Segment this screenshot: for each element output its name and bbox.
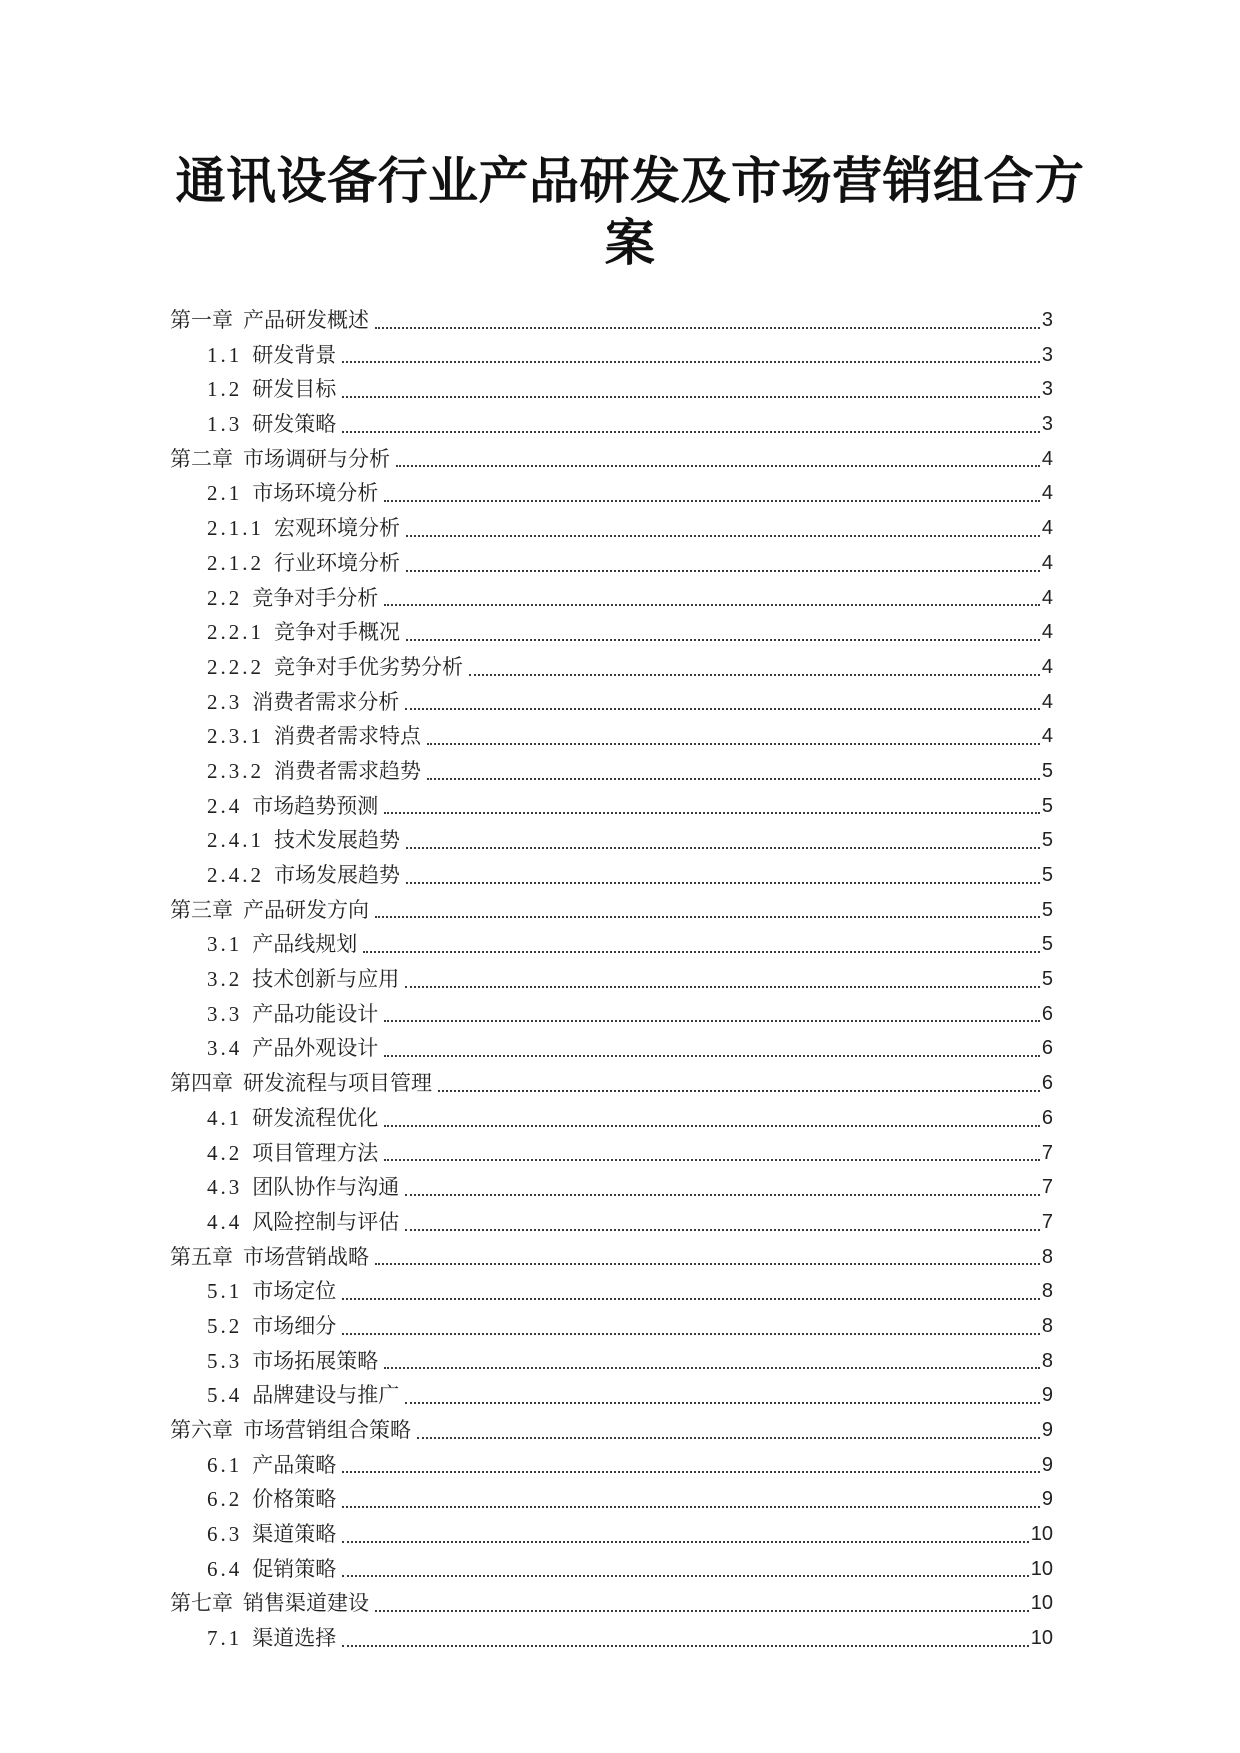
toc-dot-leader bbox=[432, 1066, 1042, 1101]
toc-entry-title: 产品策略 bbox=[252, 1452, 337, 1477]
toc-entry[interactable] bbox=[170, 962, 1053, 997]
toc-entry[interactable] bbox=[170, 1413, 1053, 1448]
toc-entry-number: 4.4 bbox=[207, 1209, 243, 1234]
toc-entry-page: 10 bbox=[1030, 1592, 1053, 1615]
toc-entry-page: 9 bbox=[1041, 1384, 1053, 1407]
toc-dot-leader bbox=[399, 1205, 1042, 1240]
toc-entry[interactable] bbox=[170, 893, 1053, 928]
toc-entry[interactable] bbox=[170, 927, 1053, 962]
toc-entry-number: 2.3 bbox=[207, 689, 243, 714]
toc-entry-title: 产品研发方向 bbox=[243, 897, 369, 922]
toc-entry-title: 宏观环境分析 bbox=[274, 516, 400, 541]
toc-dot-leader bbox=[400, 615, 1042, 650]
toc-entry-title: 消费者需求特点 bbox=[274, 724, 421, 749]
toc-entry-title: 市场拓展策略 bbox=[252, 1348, 379, 1373]
toc-entry[interactable] bbox=[170, 1378, 1053, 1413]
toc-entry-page: 4 bbox=[1041, 447, 1053, 470]
toc-entry-number: 2.3.1 bbox=[207, 724, 264, 749]
toc-dot-leader bbox=[369, 303, 1042, 338]
toc-dot-leader bbox=[336, 1621, 1031, 1656]
toc-entry-number: 3.1 bbox=[207, 932, 243, 957]
toc-dot-leader bbox=[378, 581, 1042, 616]
toc-dot-leader bbox=[369, 1586, 1031, 1621]
toc-entry-number: 6.3 bbox=[207, 1522, 243, 1547]
toc-entry[interactable] bbox=[170, 338, 1053, 373]
toc-entry-page: 5 bbox=[1041, 794, 1053, 817]
toc-entry-title: 消费者需求分析 bbox=[252, 689, 400, 714]
toc-entry-title: 产品研发概述 bbox=[243, 308, 369, 332]
toc-dot-leader bbox=[378, 1136, 1042, 1171]
toc-entry[interactable] bbox=[170, 511, 1053, 546]
toc-entry-page: 9 bbox=[1041, 1488, 1053, 1511]
toc-dot-leader bbox=[378, 476, 1042, 511]
toc-entry[interactable] bbox=[170, 1586, 1053, 1621]
toc-entry-title: 价格策略 bbox=[252, 1487, 337, 1512]
toc-entry[interactable] bbox=[170, 823, 1053, 858]
toc-entry-number: 6.2 bbox=[207, 1487, 243, 1512]
toc-entry-title: 技术发展趋势 bbox=[274, 828, 400, 853]
toc-entry-number: 2.4.2 bbox=[207, 863, 264, 887]
toc-entry-number: 3.3 bbox=[207, 1001, 243, 1026]
toc-entry-number: 第三章 bbox=[170, 897, 233, 922]
toc-entry-title: 市场发展趋势 bbox=[274, 863, 400, 887]
toc-entry[interactable] bbox=[170, 789, 1053, 824]
toc-entry-title: 研发目标 bbox=[252, 377, 337, 402]
toc-entry-page: 3 bbox=[1041, 378, 1053, 401]
toc-entry[interactable] bbox=[170, 546, 1053, 581]
toc-entry-number: 2.1.2 bbox=[207, 550, 264, 575]
toc-entry-page: 5 bbox=[1041, 864, 1053, 886]
toc-dot-leader bbox=[378, 1031, 1042, 1066]
toc-entry[interactable] bbox=[170, 1205, 1053, 1240]
toc-dot-leader bbox=[400, 546, 1042, 581]
toc-entry-number: 2.1 bbox=[207, 481, 243, 506]
toc-entry-title: 竞争对手优劣势分析 bbox=[274, 654, 463, 679]
toc-entry[interactable] bbox=[170, 407, 1053, 442]
toc-entry-number: 1.3 bbox=[207, 412, 243, 437]
toc-entry[interactable] bbox=[170, 1136, 1053, 1171]
toc-entry-title: 消费者需求趋势 bbox=[274, 758, 421, 783]
toc-entry-number: 2.3.2 bbox=[207, 758, 264, 783]
toc-dot-leader bbox=[336, 338, 1042, 373]
toc-dot-leader bbox=[378, 997, 1042, 1032]
toc-entry[interactable] bbox=[170, 754, 1053, 789]
toc-entry-number: 2.2.1 bbox=[207, 620, 264, 645]
toc-entry-title: 销售渠道建设 bbox=[243, 1591, 369, 1616]
toc-entry-title: 竞争对手分析 bbox=[252, 585, 379, 610]
toc-entry-page: 4 bbox=[1041, 482, 1053, 505]
toc-entry[interactable] bbox=[170, 442, 1053, 477]
toc-entry-title: 产品功能设计 bbox=[252, 1001, 379, 1026]
toc-entry-number: 2.4 bbox=[207, 793, 243, 818]
toc-entry-title: 市场环境分析 bbox=[252, 481, 379, 506]
toc-dot-leader bbox=[378, 1344, 1042, 1379]
toc-entry-page: 5 bbox=[1041, 933, 1053, 956]
toc-entry-page: 7 bbox=[1041, 1210, 1053, 1233]
toc-entry-page: 5 bbox=[1041, 898, 1053, 921]
toc-entry-number: 2.4.1 bbox=[207, 828, 264, 853]
toc-dot-leader bbox=[399, 685, 1042, 720]
toc-entry-title: 市场定位 bbox=[252, 1279, 337, 1304]
toc-entry-title: 竞争对手概况 bbox=[274, 620, 400, 645]
document-title: 通讯设备行业产品研发及市场营销组合方案 bbox=[175, 153, 1085, 271]
toc-entry-page: 8 bbox=[1041, 1349, 1053, 1372]
toc-entry-title: 研发背景 bbox=[252, 342, 337, 367]
toc-entry-page: 3 bbox=[1041, 343, 1053, 366]
toc-entry-number: 5.2 bbox=[207, 1313, 243, 1338]
toc-entry-page: 8 bbox=[1041, 1314, 1053, 1337]
toc-entry-page: 10 bbox=[1030, 1627, 1053, 1650]
toc-entry[interactable] bbox=[170, 650, 1053, 685]
toc-entry[interactable] bbox=[170, 1482, 1053, 1517]
toc-entry-page: 6 bbox=[1041, 1106, 1053, 1129]
toc-entry-number: 4.3 bbox=[207, 1175, 243, 1200]
toc-dot-leader bbox=[357, 927, 1042, 962]
toc-dot-leader bbox=[336, 1517, 1031, 1552]
toc-entry-page: 3 bbox=[1041, 309, 1053, 331]
toc-entry-number: 6.4 bbox=[207, 1556, 243, 1581]
toc-dot-leader bbox=[400, 823, 1042, 858]
toc-entry[interactable] bbox=[170, 372, 1053, 407]
toc-dot-leader bbox=[336, 1274, 1042, 1309]
toc-entry-number: 4.1 bbox=[207, 1105, 243, 1130]
toc-entry[interactable] bbox=[170, 1309, 1053, 1344]
toc-entry-page: 6 bbox=[1041, 1002, 1053, 1025]
toc-entry-number: 3.4 bbox=[207, 1036, 243, 1061]
toc-entry-page: 7 bbox=[1041, 1141, 1053, 1164]
toc-entry-page: 4 bbox=[1041, 621, 1053, 644]
toc-entry-number: 7.1 bbox=[207, 1626, 243, 1651]
toc-dot-leader bbox=[369, 1240, 1042, 1275]
toc-entry[interactable] bbox=[170, 1274, 1053, 1309]
toc-entry[interactable] bbox=[170, 1517, 1053, 1552]
toc-entry-title: 市场细分 bbox=[252, 1313, 337, 1338]
toc-entry[interactable] bbox=[170, 858, 1053, 893]
toc-entry-page: 6 bbox=[1041, 1072, 1053, 1095]
toc-entry[interactable] bbox=[170, 1621, 1053, 1656]
toc-entry-title: 渠道选择 bbox=[252, 1626, 337, 1651]
toc-entry-title: 研发流程与项目管理 bbox=[243, 1071, 432, 1096]
toc-entry[interactable] bbox=[170, 1240, 1053, 1275]
toc-entry-page: 4 bbox=[1041, 517, 1053, 540]
toc-dot-leader bbox=[390, 442, 1042, 477]
toc-entry[interactable] bbox=[170, 581, 1053, 616]
toc-dot-leader bbox=[399, 1170, 1042, 1205]
toc-entry[interactable] bbox=[170, 1066, 1053, 1101]
toc-entry-title: 产品外观设计 bbox=[252, 1036, 379, 1061]
toc-entry[interactable] bbox=[170, 1031, 1053, 1066]
toc-entry-number: 5.4 bbox=[207, 1383, 243, 1408]
toc-dot-leader bbox=[421, 754, 1042, 789]
toc-entry-title: 市场调研与分析 bbox=[243, 446, 390, 471]
toc-entry-page: 9 bbox=[1041, 1419, 1053, 1441]
toc-dot-leader bbox=[399, 962, 1042, 997]
table-of-contents bbox=[170, 303, 1053, 1656]
toc-entry-number: 3.2 bbox=[207, 967, 243, 992]
toc-entry-number: 4.2 bbox=[207, 1140, 243, 1165]
toc-entry-page: 5 bbox=[1041, 829, 1053, 852]
toc-entry-title: 团队协作与沟通 bbox=[252, 1175, 400, 1200]
toc-entry[interactable] bbox=[170, 476, 1053, 511]
toc-dot-leader bbox=[336, 407, 1042, 442]
toc-entry-page: 4 bbox=[1041, 690, 1053, 713]
toc-dot-leader bbox=[336, 1309, 1042, 1344]
toc-entry-page: 4 bbox=[1041, 551, 1053, 574]
toc-dot-leader bbox=[399, 1378, 1042, 1413]
toc-entry[interactable] bbox=[170, 685, 1053, 720]
toc-entry-number: 第二章 bbox=[170, 446, 233, 471]
toc-entry-page: 5 bbox=[1041, 759, 1053, 782]
toc-entry-title: 技术创新与应用 bbox=[252, 967, 400, 992]
toc-entry[interactable] bbox=[170, 1552, 1053, 1587]
toc-entry-title: 市场趋势预测 bbox=[252, 793, 379, 818]
toc-entry[interactable] bbox=[170, 719, 1053, 754]
toc-dot-leader bbox=[378, 1101, 1042, 1136]
toc-entry[interactable] bbox=[170, 997, 1053, 1032]
toc-entry-title: 市场营销战略 bbox=[243, 1244, 369, 1269]
toc-entry-title: 项目管理方法 bbox=[252, 1140, 379, 1165]
toc-entry-page: 4 bbox=[1041, 725, 1053, 748]
toc-entry-title: 市场营销组合策略 bbox=[243, 1418, 411, 1442]
toc-entry[interactable] bbox=[170, 1448, 1053, 1483]
toc-dot-leader bbox=[463, 650, 1042, 685]
toc-entry-page: 6 bbox=[1041, 1037, 1053, 1060]
toc-entry-page: 8 bbox=[1041, 1280, 1053, 1303]
toc-entry-number: 1.1 bbox=[207, 342, 243, 367]
toc-entry-number: 第四章 bbox=[170, 1071, 233, 1096]
toc-dot-leader bbox=[400, 511, 1042, 546]
toc-entry-page: 4 bbox=[1041, 586, 1053, 609]
toc-entry[interactable] bbox=[170, 1344, 1053, 1379]
toc-entry-page: 3 bbox=[1041, 413, 1053, 436]
toc-entry-page: 7 bbox=[1041, 1176, 1053, 1199]
toc-dot-leader bbox=[369, 893, 1042, 928]
toc-entry-title: 研发流程优化 bbox=[252, 1105, 379, 1130]
toc-dot-leader bbox=[336, 1448, 1042, 1483]
toc-entry[interactable] bbox=[170, 1170, 1053, 1205]
toc-entry-number: 2.2 bbox=[207, 585, 243, 610]
toc-entry-title: 品牌建设与推广 bbox=[252, 1383, 400, 1408]
toc-entry-number: 2.2.2 bbox=[207, 654, 264, 679]
toc-entry-title: 风险控制与评估 bbox=[252, 1209, 400, 1234]
toc-entry-number: 5.3 bbox=[207, 1348, 243, 1373]
toc-entry-page: 4 bbox=[1041, 655, 1053, 678]
toc-entry-number: 6.1 bbox=[207, 1452, 243, 1477]
toc-entry[interactable] bbox=[170, 1101, 1053, 1136]
toc-entry-number: 第五章 bbox=[170, 1244, 233, 1269]
toc-entry-title: 渠道策略 bbox=[252, 1522, 337, 1547]
toc-entry-title: 行业环境分析 bbox=[274, 550, 400, 575]
toc-entry-number: 1.2 bbox=[207, 377, 243, 402]
toc-dot-leader bbox=[400, 858, 1042, 893]
toc-entry[interactable] bbox=[170, 303, 1053, 338]
toc-entry-number: 第六章 bbox=[170, 1418, 233, 1442]
toc-entry-number: 5.1 bbox=[207, 1279, 243, 1304]
toc-entry-title: 研发策略 bbox=[252, 412, 337, 437]
toc-entry-page: 5 bbox=[1041, 968, 1053, 991]
toc-entry-number: 2.1.1 bbox=[207, 516, 264, 541]
toc-entry-number: 第七章 bbox=[170, 1591, 233, 1616]
toc-dot-leader bbox=[336, 1552, 1031, 1587]
toc-dot-leader bbox=[336, 372, 1042, 407]
toc-entry-page: 8 bbox=[1041, 1245, 1053, 1268]
toc-entry[interactable] bbox=[170, 615, 1053, 650]
toc-entry-title: 促销策略 bbox=[252, 1556, 337, 1581]
toc-entry-page: 10 bbox=[1030, 1523, 1053, 1546]
toc-dot-leader bbox=[411, 1413, 1042, 1448]
toc-entry-page: 9 bbox=[1041, 1453, 1053, 1476]
toc-entry-page: 10 bbox=[1030, 1557, 1053, 1580]
toc-entry-number: 第一章 bbox=[170, 308, 233, 332]
toc-entry-title: 产品线规划 bbox=[252, 932, 358, 957]
toc-dot-leader bbox=[336, 1482, 1042, 1517]
toc-dot-leader bbox=[378, 789, 1042, 824]
toc-dot-leader bbox=[421, 719, 1042, 754]
